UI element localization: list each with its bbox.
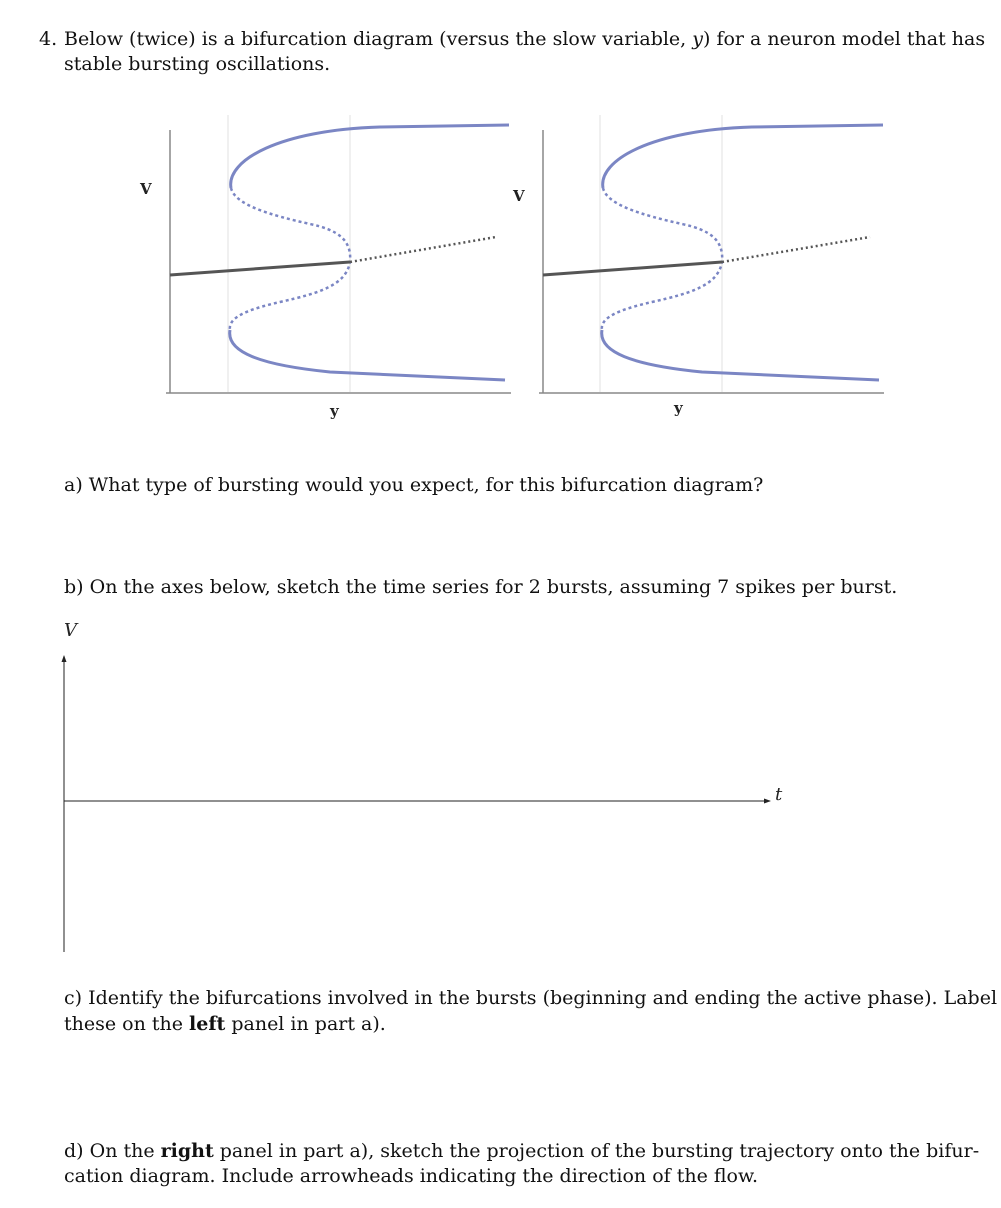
question-number: 4. [39, 28, 58, 50]
part-c-bold-left: left [189, 1013, 226, 1035]
left-unstable-s-branch [230, 188, 350, 330]
part-c-line2-post: panel in part a). [225, 1013, 386, 1035]
part-d-line1-post: panel in part a), sketch the projection of the bursting trajectory onto the bifur- [213, 1140, 980, 1162]
left-v-label: V [140, 180, 152, 198]
right-stable-rest-line [543, 262, 722, 275]
right-v-label: V [513, 187, 525, 205]
left-stable-rest-line [170, 262, 350, 275]
question-intro-variable: y [692, 28, 703, 50]
left-lower-stable-branch [230, 330, 505, 380]
right-y-label: y [674, 399, 683, 417]
part-a-prompt: a) What type of bursting would you expect, for this bifurcation diagram? [64, 474, 764, 496]
right-bifurcation-panel [512, 115, 884, 417]
right-lower-stable-branch [602, 330, 879, 380]
question-intro-post: ) for a neuron model that has [703, 28, 986, 50]
part-d-bold-right: right [160, 1140, 214, 1162]
timeseries-t-label: t [775, 784, 783, 805]
part-c-line2 [64, 1012, 386, 1037]
right-unstable-rest-line [722, 237, 870, 262]
right-unstable-s-branch [602, 188, 722, 330]
part-b-prompt: b) On the axes below, sketch the time series for 2 bursts, assuming 7 spikes per burst. [64, 576, 898, 598]
left-bifurcation-panel [139, 115, 511, 420]
question-intro-pre: Below (twice) is a bifurcation diagram (versus the slow variable, [64, 28, 693, 50]
timeseries-v-label: V [64, 620, 77, 641]
part-d-line1 [64, 1139, 979, 1164]
timeseries-axes [64, 620, 783, 952]
part-c-line1: c) Identify the bifurcations involved in the bursts (beginning and ending the active phase). Label [64, 987, 998, 1009]
part-d-line1-pre: d) On the [64, 1140, 161, 1162]
part-d-line2: cation diagram. Include arrowheads indicating the direction of the flow. [64, 1165, 759, 1187]
question-intro-line2: stable bursting oscillations. [64, 53, 331, 75]
left-y-label: y [330, 402, 339, 420]
left-upper-stable-branch [231, 125, 509, 188]
right-upper-stable-branch [603, 125, 883, 188]
part-c-line2-pre: these on the [64, 1013, 190, 1035]
left-unstable-rest-line [350, 237, 496, 262]
